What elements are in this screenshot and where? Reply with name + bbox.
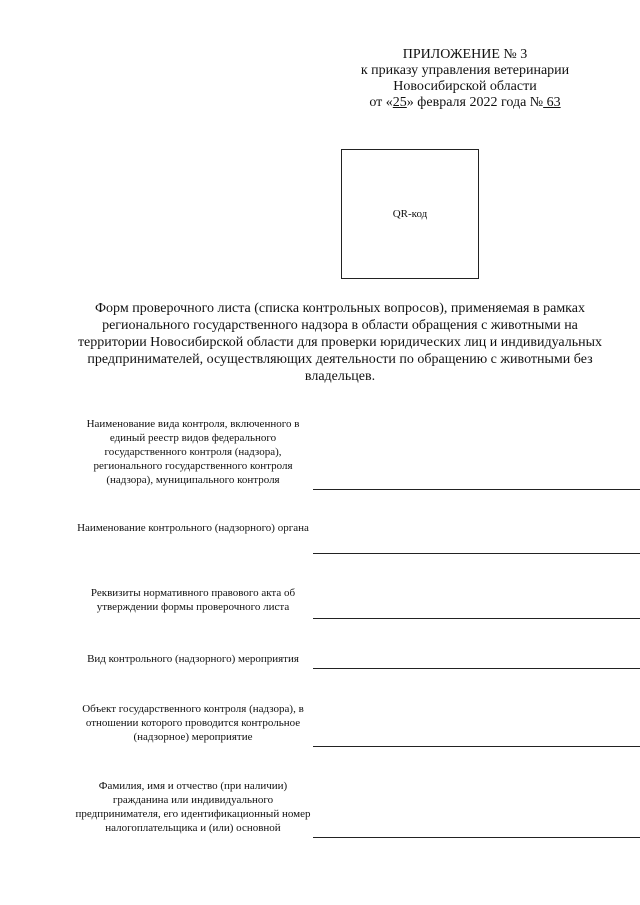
date-day: 25	[392, 95, 407, 110]
field-input-line[interactable]	[313, 837, 640, 838]
date-prefix: от «	[369, 95, 393, 110]
form-title: Форм проверочного листа (списка контрольных вопросов), применяемая в рамках регионального государственного надзора в области обращения с животными на территории Новосибирской области для проверки юридических лиц и индивидуальных предпринимателей, осуществляющих деятельности по обращению с животными без владельцев.	[77, 301, 603, 384]
appendix-order-line: к приказу управления ветеринарии	[360, 63, 570, 78]
field-input-line[interactable]	[313, 618, 640, 619]
appendix-title: ПРИЛОЖЕНИЕ № 3	[402, 47, 528, 62]
field-input-line[interactable]	[313, 668, 640, 669]
appendix-date-line	[300, 95, 630, 111]
field-input-line[interactable]	[313, 553, 640, 554]
qr-code-placeholder	[341, 149, 479, 279]
appendix-region-line: Новосибирской области	[393, 79, 537, 94]
field-input-line[interactable]	[313, 489, 640, 490]
order-number: 63	[543, 95, 561, 110]
appendix-header	[300, 47, 630, 111]
qr-code-label: QR-код	[392, 208, 428, 220]
field-label: Наименование вида контроля, включенного в единый реестр видов федерального государственного контроля (надзора), регионального государственного контроля (надзора), муниципального контроля	[86, 418, 300, 486]
field-label: Вид контрольного (надзорного) мероприятия	[87, 653, 299, 665]
field-input-line[interactable]	[313, 746, 640, 747]
field-label: Объект государственного контроля (надзора), в отношении которого проводится контрольное (надзорное) мероприятие	[82, 703, 304, 743]
field-label: Наименование контрольного (надзорного) органа	[77, 522, 309, 534]
date-middle: » февраля 2022 года №	[406, 95, 544, 110]
field-label: Фамилия, имя и отчество (при наличии) гражданина или индивидуального предпринимателя, его идентификационный номер налогоплательщика и (или) основной	[75, 780, 311, 834]
field-label: Реквизиты нормативного правового акта об утверждении формы проверочного листа	[90, 587, 296, 613]
